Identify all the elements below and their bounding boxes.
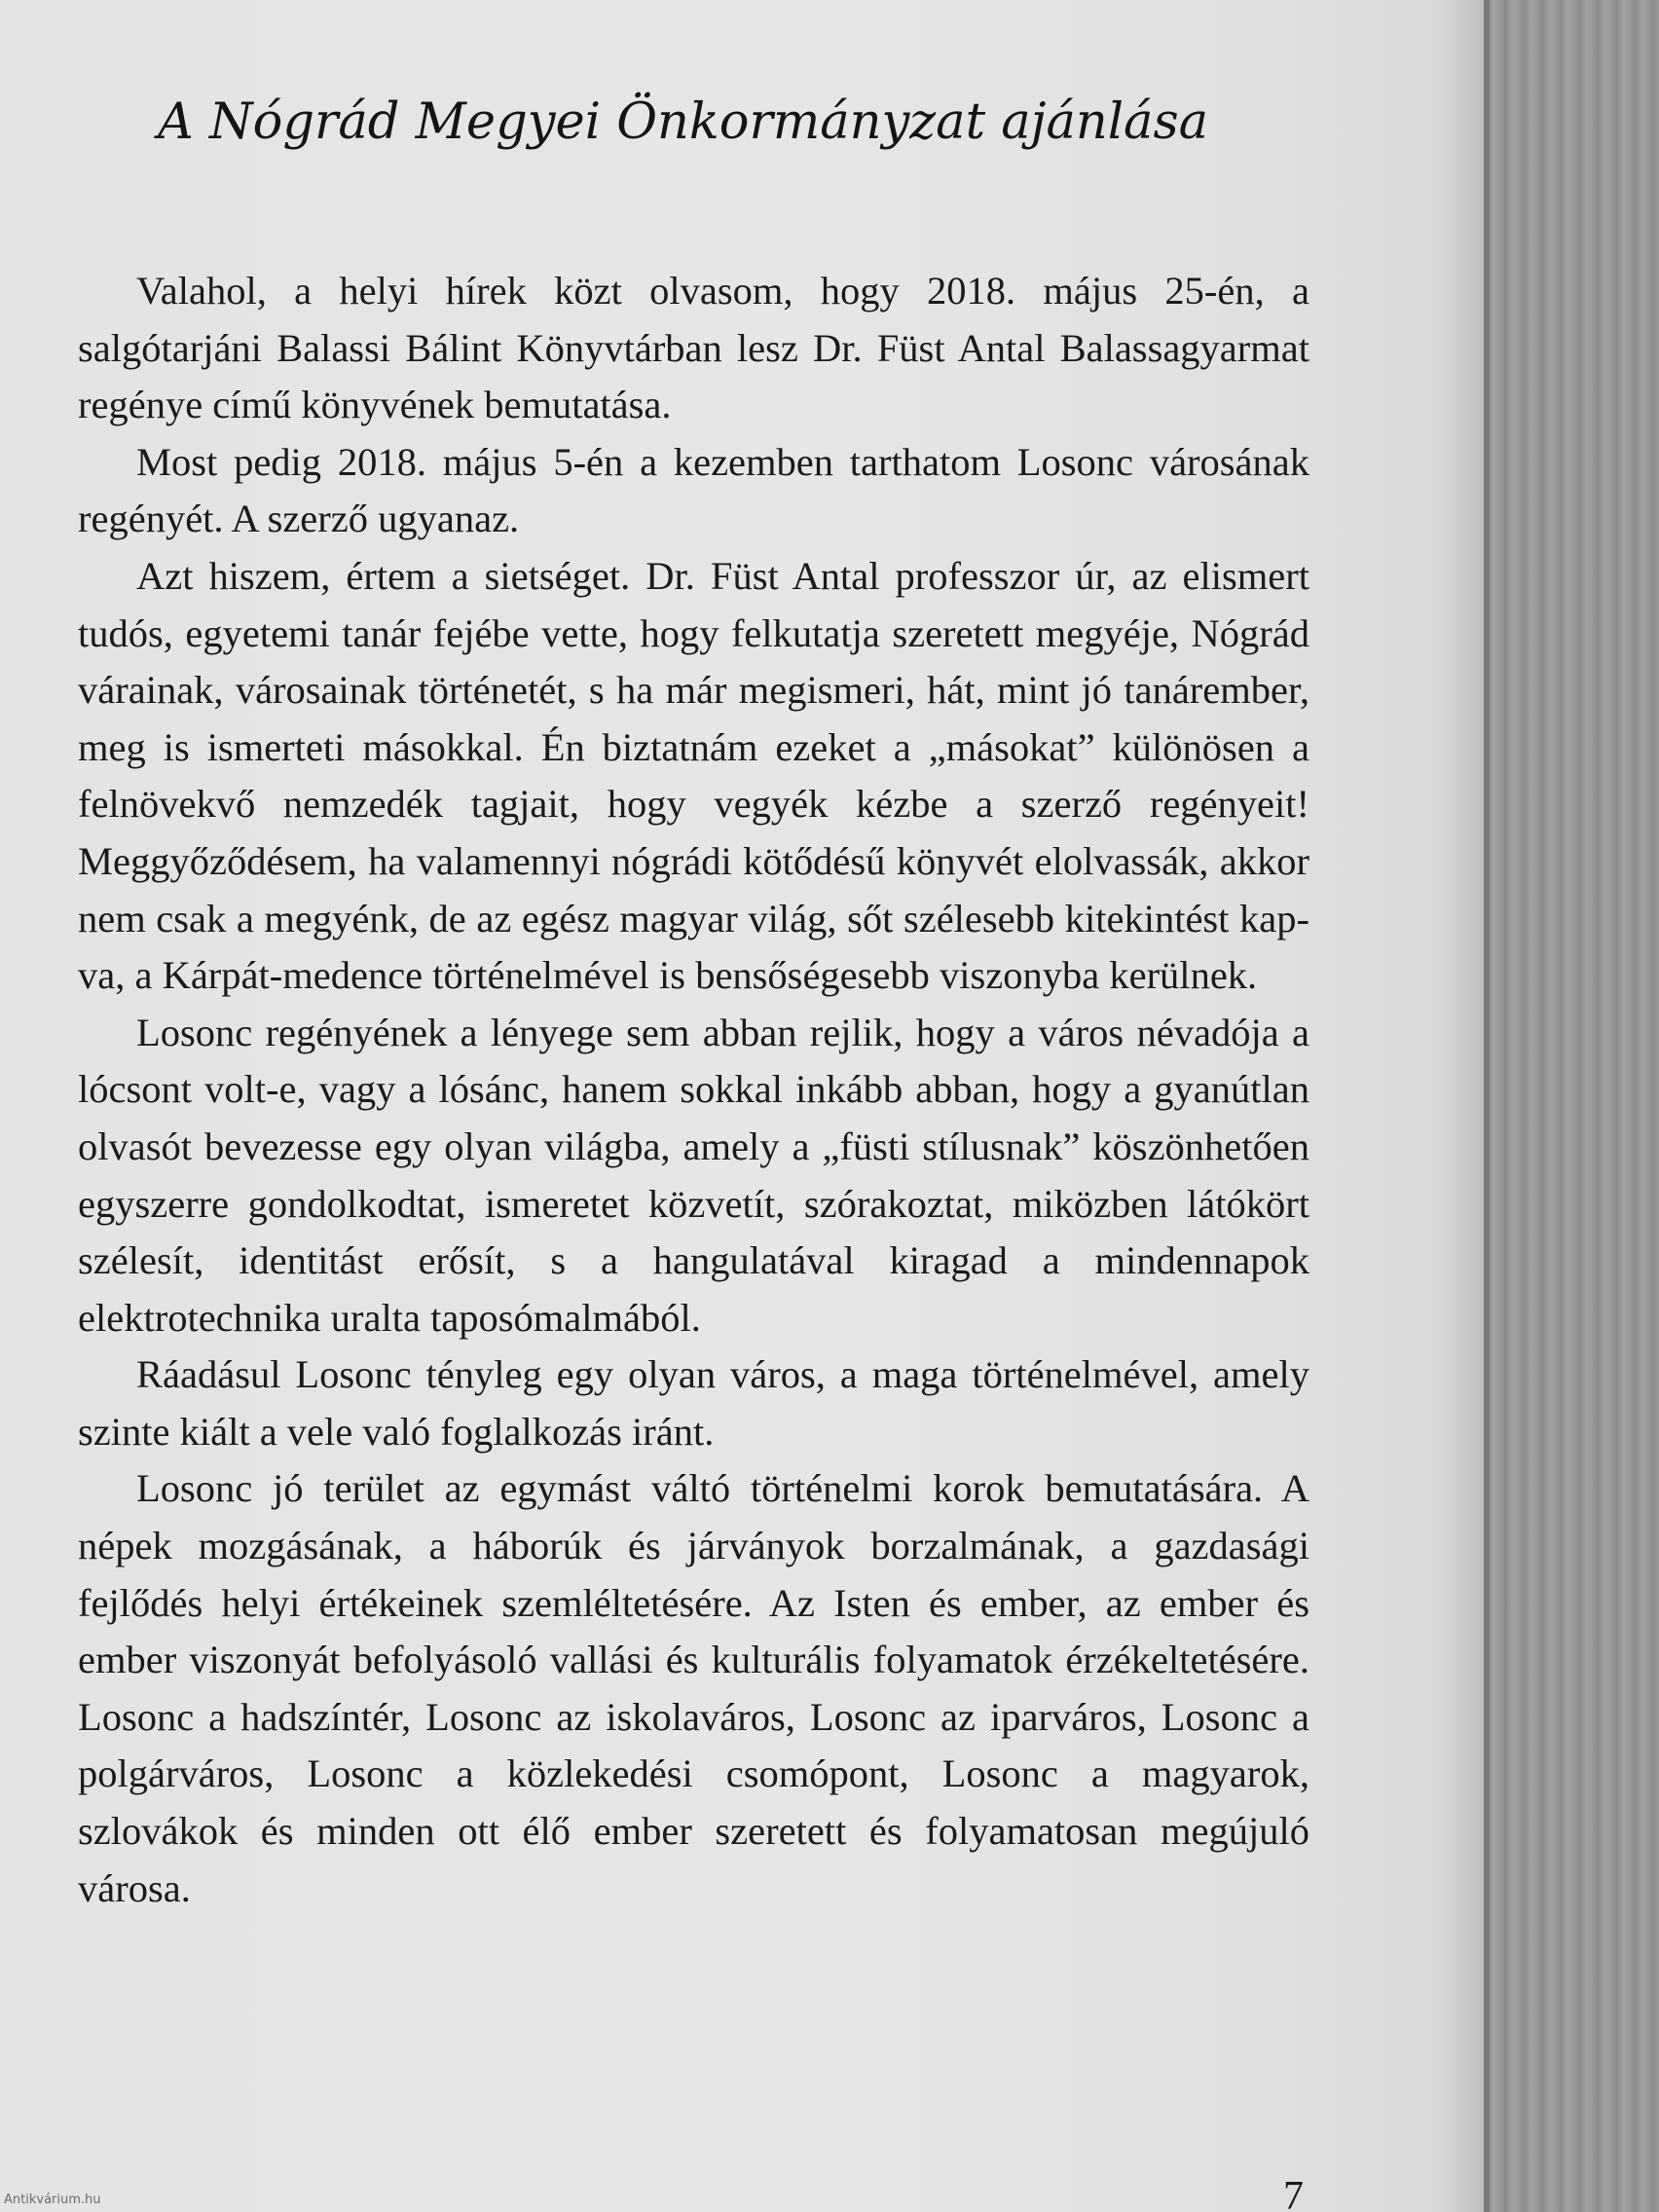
paragraph-3: Azt hiszem, értem a sietséget. Dr. Füst Antal professzor úr, az elismert tudós, egyetemi tanár fejébe vette, hogy felkutatja szeretett megyéje, Nógrád várainak, városainak történetét, s ha már megismeri, hát, mint jó tanárember, meg is ismerteti másokkal. Én biztatnám ezeket a „másokat” különösen a felnövekvő nemzedék tagjait, hogy vegyék kézbe a szerző regényeit! Meggyőződésem, ha valamennyi nógrádi kötődésű könyvét elolvassák, akkor nem csak a megyénk, de az egész magyar világ, sőt szélesebb kitekintést kapva, a Kárpát-medence történelmével is bensőségesebb viszonyba kerülnek.	[78, 553, 1309, 998]
paragraph-1: Valahol, a helyi hírek közt olvasom, hogy 2018. május 25-én, a salgótarjáni Balassi Bálint Könyvtárban lesz Dr. Füst Antal Balassagyarmat regénye című könyvének bemutatása.	[78, 269, 1309, 427]
paragraph-5: Ráadásul Losonc tényleg egy olyan város, a maga történelmével, amely szinte kiált a vele való foglalkozás iránt.	[78, 1352, 1309, 1454]
watermark: Antikvárium.hu	[4, 2193, 101, 2207]
paragraph-2: Most pedig 2018. május 5-én a kezemben tarthatom Losonc városának regényét. A szerző ugyanaz.	[78, 439, 1309, 541]
paragraph-4: Losonc regényének a lényege sem abban rejlik, hogy a város névadója a lócsont volt-e, vagy a lósánc, hanem sokkal inkább abban, hogy a gyanútlan olvasót bevezesse egy olyan világba, amely a „füsti stílusnak” köszönhetően egyszerre gondolkodtat, ismeretet közvetít, szórakoztat, miközben látókört szélesít, identitást erősít, s a hangulatával kiragad a mindennapok elektrotechnika uralta taposómalmából.	[78, 1010, 1309, 1340]
page-heading: A Nógrád Megyei Önkormányzat ajánlása	[158, 93, 1209, 151]
page-edge	[1484, 0, 1490, 2212]
page-number: 7	[1283, 2174, 1304, 2212]
body-text	[78, 263, 1309, 1917]
paragraph-6: Losonc jó terület az egymást váltó történelmi korok bemutatására. A népek mozgásának, a háborúk és járványok borzalmának, a gazdasági fejlődés helyi értékeinek szemléltetésére. Az Isten és ember, az ember és ember viszonyát befolyásoló vallási és kulturális folyamatok érzékeltetésére. Losonc a hadszíntér, Losonc az iskolaváros, Losonc az iparváros, Losonc a polgárváros, Losonc a közlekedési csomópont, Losonc a magyarok, szlovákok és minden ott élő ember szeretett és folyamatosan megújuló városa.	[78, 1466, 1309, 1910]
page-fold-shadow	[1441, 0, 1488, 2212]
adjacent-page-background	[1488, 0, 1659, 2212]
